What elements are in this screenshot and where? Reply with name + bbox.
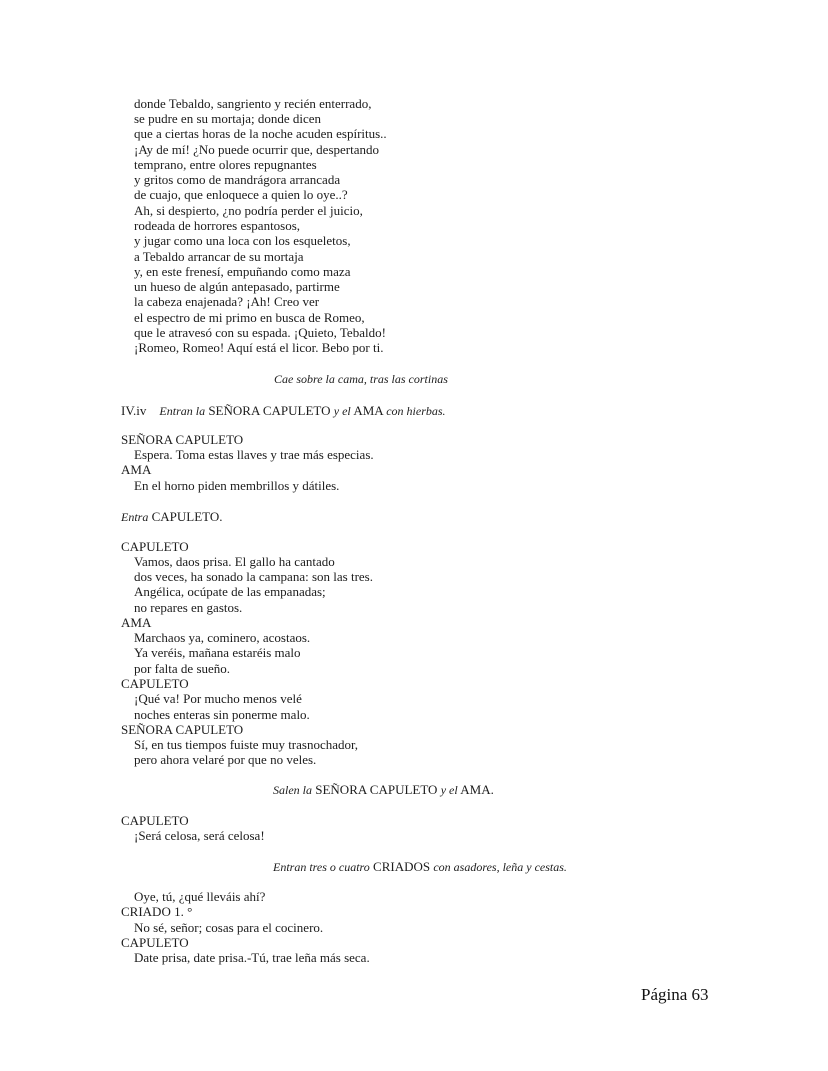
verse-line: a Tebaldo arrancar de su mortaja <box>134 249 304 264</box>
page-number: Página 63 <box>641 985 709 1004</box>
verse-line: y jugar como una loca con los esqueletos, <box>134 233 351 248</box>
verse-line: el espectro de mi primo en busca de Romeo, <box>134 310 365 325</box>
speaker-name: AMA <box>121 462 152 477</box>
speech-line: Sí, en tus tiempos fuiste muy trasnochador, <box>134 737 359 752</box>
verse-line: temprano, entre olores repugnantes <box>134 157 317 172</box>
verse-line: ¡Ay de mí! ¿No puede ocurrir que, despertando <box>134 142 379 157</box>
verse-line: que a ciertas horas de la noche acuden espíritus.. <box>134 126 387 141</box>
speaker-name: CAPULETO <box>121 676 189 691</box>
verse-line: de cuajo, que enloquece a quien lo oye..? <box>134 187 348 202</box>
speech-line: Date prisa, date prisa.-Tú, trae leña más seca. <box>134 950 370 965</box>
stage-direction-entrance: Entra CAPULETO. <box>121 509 223 524</box>
verse-line: y, en este frenesí, empuñando como maza <box>134 264 351 279</box>
verse-line: Ah, si despierto, ¿no podría perder el juicio, <box>134 203 363 218</box>
scene-number: IV.iv <box>121 403 147 418</box>
speech-line: Espera. Toma estas llaves y trae más especias. <box>134 447 374 462</box>
stage-direction-exit: Salen la SEÑORA CAPULETO y el AMA. <box>273 782 494 797</box>
speech-line: Oye, tú, ¿qué lleváis ahí? <box>134 889 266 904</box>
verse-line: un hueso de algún antepasado, partirme <box>134 279 340 294</box>
verse-line: ¡Romeo, Romeo! Aquí está el licor. Bebo por ti. <box>134 340 384 355</box>
speech-line: Angélica, ocúpate de las empanadas; <box>134 584 326 599</box>
stage-direction-entrance: Entran tres o cuatro CRIADOS con asadores, leña y cestas. <box>273 859 567 874</box>
speech-line: no repares en gastos. <box>134 600 243 615</box>
speech-line: Ya veréis, mañana estaréis malo <box>134 645 301 660</box>
speaker-name: SEÑORA CAPULETO <box>121 722 244 737</box>
speaker-name: CAPULETO <box>121 813 189 828</box>
speech-line: pero ahora velaré por que no veles. <box>134 752 317 767</box>
speech-line: ¡Qué va! Por mucho menos velé <box>134 691 302 706</box>
verse-line: donde Tebaldo, sangriento y recién enterrado, <box>134 96 372 111</box>
verse-line: y gritos como de mandrágora arrancada <box>134 172 341 187</box>
speech-line: En el horno piden membrillos y dátiles. <box>134 478 340 493</box>
stage-direction: Cae sobre la cama, tras las cortinas <box>274 372 448 386</box>
speaker-name: AMA <box>121 615 152 630</box>
speaker-name: CAPULETO <box>121 539 189 554</box>
speech-line: No sé, señor; cosas para el cocinero. <box>134 920 324 935</box>
speech-line: Vamos, daos prisa. El gallo ha cantado <box>134 554 335 569</box>
speech-line: por falta de sueño. <box>134 661 231 676</box>
speech-line: dos veces, ha sonado la campana: son las tres. <box>134 569 373 584</box>
verse-line: que le atravesó con su espada. ¡Quieto, Tebaldo! <box>134 325 386 340</box>
speaker-name: CRIADO 1. ° <box>121 904 193 919</box>
speech-line: Marchaos ya, cominero, acostaos. <box>134 630 311 645</box>
verse-line: la cabeza enajenada? ¡Ah! Creo ver <box>134 294 320 309</box>
scene-heading: IV.iv Entran la SEÑORA CAPULETO y el AMA con hierbas. <box>121 403 446 418</box>
verse-line: rodeada de horrores espantosos, <box>134 218 301 233</box>
speech-line: ¡Será celosa, será celosa! <box>134 828 265 843</box>
speaker-name: SEÑORA CAPULETO <box>121 432 244 447</box>
speech-line: noches enteras sin ponerme malo. <box>134 707 310 722</box>
verse-line: se pudre en su mortaja; donde dicen <box>134 111 321 126</box>
speaker-name: CAPULETO <box>121 935 189 950</box>
